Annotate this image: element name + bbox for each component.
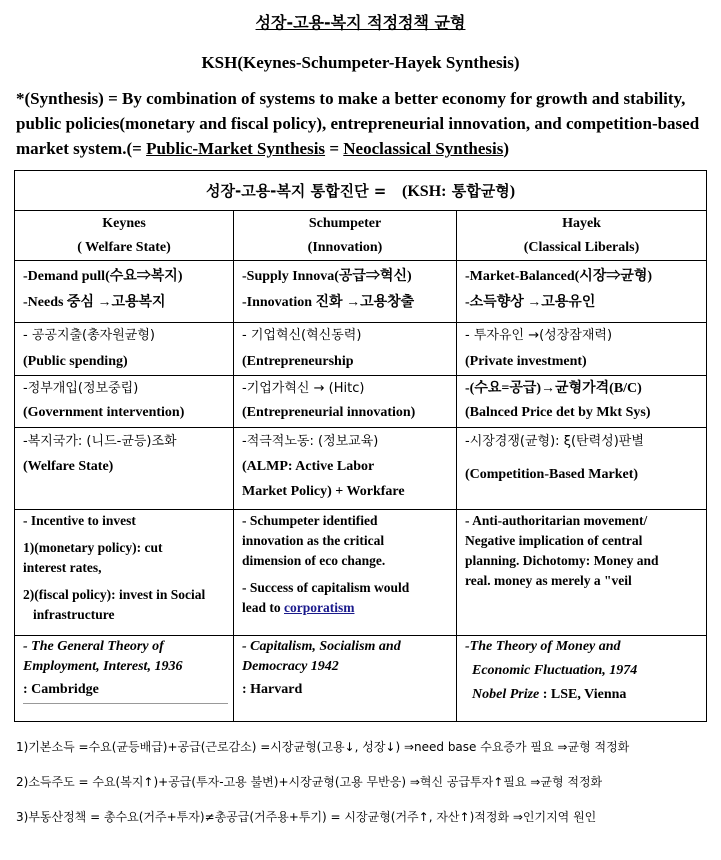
cell-line: - Anti-authoritarian movement/: [465, 513, 648, 528]
book-publisher: : Harvard: [242, 682, 303, 697]
cell-line: - 공공지출(총자원균형): [23, 328, 155, 343]
ksh-close: ): [509, 183, 516, 200]
page-title: 성장-고용-복지 적정정책 균형: [255, 13, 466, 32]
book-title: -The Theory of Money and: [465, 639, 621, 654]
cell-line: planning. Dichotomy: Money and: [465, 553, 659, 568]
table-header-title: 성장-고용-복지 통합진단 =: [205, 182, 387, 200]
keynes-welfare-state-cell: [15, 428, 234, 510]
cell-line: Market Policy) + Workfare: [242, 484, 405, 499]
cell-line: (Government intervention): [23, 405, 185, 420]
synthesis-definition: [16, 86, 706, 161]
schumpeter-entrepreneurship-cell: [234, 323, 457, 376]
cell-line: innovation as the critical: [242, 533, 385, 548]
cell-line: 1)(monetary policy): cut: [23, 540, 163, 555]
schumpeter-book-cell: [234, 636, 457, 722]
cell-line: interest rates,: [23, 560, 102, 575]
cell-line: (Private investment): [465, 354, 587, 369]
divider: [23, 700, 228, 704]
book-title: Economic Fluctuation, 1974: [472, 663, 638, 678]
cell-line: - Success of capitalism would: [242, 580, 410, 595]
cell-line: -소득향상 →고용유인: [465, 295, 596, 310]
column-name: Hayek: [562, 216, 601, 231]
book-award: Nobel Prize : LSE, Vienna: [472, 687, 627, 702]
schumpeter-capitalism-cell: [234, 510, 457, 636]
cell-line: -적극적노동: (정보교육): [242, 434, 379, 449]
intro-text: *(Synthesis) = By combination of systems to make a better economy for growth and stability, public policies(monetary and fiscal policy), entrepreneurial innovation, and competition-based market system.(=: [16, 89, 700, 158]
column-header-keynes: [15, 211, 234, 261]
column-subtitle: ( Welfare State): [77, 240, 171, 255]
hayek-book-cell: [457, 636, 707, 722]
cell-line: (Entrepreneurial innovation): [242, 405, 416, 420]
cell-text: lead to: [242, 600, 284, 615]
ksh-comparison-table: [14, 170, 707, 722]
column-header-schumpeter: [234, 211, 457, 261]
cell-line: -복지국가: (니드-균등)조화: [23, 434, 177, 449]
footnote-income-led: 2)소득주도 = 수요(복지↑)+공급(투자-고용 불변)+시장균형(고용 무반응) ⇒혁신 공급투자↑필요 ⇒균형 적정화: [16, 775, 603, 789]
cell-line: (Welfare State): [23, 459, 114, 474]
footnote-basic-income: 1)기본소득 =수요(균등배급)+공급(근로감소) =시장균형(고용↓, 성장↓) ⇒need base 수요증가 필요 ⇒균형 적정화: [16, 740, 630, 754]
schumpeter-almp-cell: [234, 428, 457, 510]
intro-close: ): [503, 139, 510, 158]
cell-line: - 기업혁신(혁신동력): [242, 328, 362, 343]
keynes-book-cell: [15, 636, 234, 722]
corporatism-link[interactable]: corporatism: [284, 600, 355, 615]
footnote-real-estate: 3)부동산정책 = 총수요(거주+투자)≠총공급(거주용+투기) = 시장균형(거주↑, 자산↑)적정화 ⇒인기지역 원인: [16, 810, 597, 824]
cell-line: -정부개입(정보중립): [23, 381, 139, 396]
book-publisher: : Cambridge: [23, 682, 99, 697]
schumpeter-innovation-cell: [234, 376, 457, 428]
keynes-demand-cell: [15, 261, 234, 323]
cell-line: -(수요=공급)→균형가격(B/C): [465, 381, 642, 396]
cell-line: (Entrepreneurship: [242, 354, 354, 369]
document-subtitle: KSH(Keynes-Schumpeter-Hayek Synthesis): [201, 53, 520, 72]
column-name: Schumpeter: [308, 216, 382, 231]
public-market-synthesis-term: Public-Market Synthesis: [146, 139, 326, 158]
integrated-balance-label: 통합균형: [451, 182, 510, 200]
cell-line: -Innovation 진화 →고용창출: [242, 295, 415, 310]
column-name: Keynes: [102, 216, 146, 231]
cell-line: (Public spending): [23, 354, 128, 369]
hayek-price-cell: [457, 376, 707, 428]
hayek-competition-cell: [457, 428, 707, 510]
cell-line: - 투자유인 →(성장잠재력): [465, 328, 613, 343]
book-title: Employment, Interest, 1936: [23, 659, 183, 674]
cell-line: infrastructure: [33, 607, 115, 622]
intro-equals: =: [325, 139, 344, 158]
cell-line: Negative implication of central: [465, 533, 643, 548]
cell-line: -시장경쟁(균형): ξ(탄력성)판별: [465, 434, 644, 449]
cell-line: -Needs 중심 →고용복지: [23, 295, 166, 310]
cell-line: dimension of eco change.: [242, 553, 386, 568]
cell-line: -Market-Balanced(시장⇒균형): [465, 269, 653, 284]
cell-line: [242, 598, 448, 618]
cell-line: - Schumpeter identified: [242, 513, 378, 528]
cell-line: real. money as merely a "veil: [465, 573, 632, 588]
table-header: [15, 171, 707, 211]
cell-line: -Demand pull(수요⇒복지): [23, 269, 183, 284]
cell-line: -기업가혁신 → (Hitc): [242, 381, 365, 396]
hayek-investment-cell: [457, 323, 707, 376]
cell-line: (ALMP: Active Labor: [242, 459, 375, 474]
column-header-hayek: [457, 211, 707, 261]
keynes-investment-policy-cell: [15, 510, 234, 636]
ksh-label: (KSH:: [402, 183, 447, 200]
schumpeter-supply-cell: [234, 261, 457, 323]
neoclassical-synthesis-term: Neoclassical Synthesis: [343, 139, 504, 158]
cell-line: - Incentive to invest: [23, 513, 136, 528]
keynes-government-cell: [15, 376, 234, 428]
cell-line: 2)(fiscal policy): invest in Social: [23, 587, 206, 602]
column-subtitle: (Classical Liberals): [523, 240, 640, 255]
cell-line: -Supply Innova(공급⇒혁신): [242, 269, 412, 284]
column-subtitle: (Innovation): [307, 240, 383, 255]
book-title: - Capitalism, Socialism and: [242, 639, 401, 654]
hayek-market-cell: [457, 261, 707, 323]
book-title: - The General Theory of: [23, 639, 164, 654]
keynes-public-spending-cell: [15, 323, 234, 376]
cell-line: (Balnced Price det by Mkt Sys): [465, 405, 651, 420]
cell-line: (Competition-Based Market): [465, 467, 639, 482]
book-title: Democracy 1942: [242, 659, 339, 674]
hayek-anti-authoritarian-cell: [457, 510, 707, 636]
